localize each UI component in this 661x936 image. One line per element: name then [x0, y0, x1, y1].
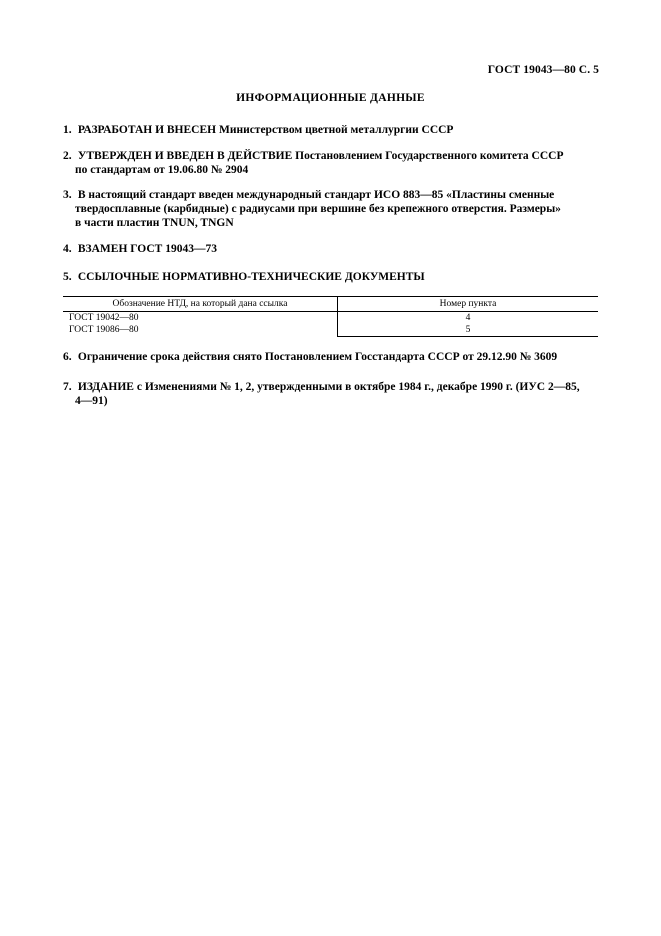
item-text-line-1: В настоящий стандарт введен международный стандарт ИСО 883—85 «Пластины сменные	[77, 189, 555, 201]
item-number: 1.	[63, 124, 72, 136]
item-text: Ограничение срока действия снято Постановлением Госстандарта СССР от 29.12.90 № 3609	[77, 351, 558, 363]
table-row	[63, 312, 598, 325]
document-title: ИНФОРМАЦИОННЫЕ ДАННЫЕ	[236, 92, 425, 104]
item-text-line-2: твердосплавные (карбидные) с радиусами при вершине без крепежного отверстия. Размеры»	[75, 203, 561, 215]
table-row	[63, 324, 598, 337]
column-header-clause-number: Номер пункта	[338, 297, 599, 312]
table-cell-clause-number: 4	[465, 313, 471, 323]
column-header-document: Обозначение НТД, на который дана ссылка	[63, 297, 338, 312]
info-item-4	[63, 242, 599, 256]
standard-page-code: ГОСТ 19043—80 С. 5	[487, 64, 599, 76]
item-number: 7.	[63, 381, 72, 393]
item-number: 3.	[63, 189, 72, 201]
item-number: 2.	[63, 150, 72, 162]
item-text-line-2: по стандартам от 19.06.80 № 2904	[75, 164, 249, 176]
item-number: 6.	[63, 351, 72, 363]
item-text: РАЗРАБОТАН И ВНЕСЕН Министерством цветной металлургии СССР	[77, 124, 454, 136]
item-text-line-1: УТВЕРЖДЕН И ВВЕДЕН В ДЕЙСТВИЕ Постановлением Государственного комитета СССР	[77, 150, 564, 162]
table-header-row	[63, 297, 598, 312]
table-cell-document: ГОСТ 19086—80	[63, 324, 338, 337]
reference-documents-table	[63, 296, 598, 337]
info-item-2	[63, 149, 599, 177]
item-text-line-3: в части пластин TNUN, TNGN	[75, 217, 234, 229]
item-number: 5.	[63, 271, 72, 283]
table-cell-clause-number: 5	[338, 324, 599, 337]
item-text-line-2: 4—91)	[75, 395, 108, 407]
item-text: ВЗАМЕН ГОСТ 19043—73	[77, 243, 217, 255]
info-item-3	[63, 188, 599, 230]
info-item-1	[63, 123, 599, 137]
info-item-7	[63, 380, 599, 408]
item-text: ССЫЛОЧНЫЕ НОРМАТИВНО-ТЕХНИЧЕСКИЕ ДОКУМЕНТЫ	[77, 271, 425, 283]
info-item-5	[63, 270, 599, 284]
item-text-line-1: ИЗДАНИЕ с Изменениями № 1, 2, утвержденными в октябре 1984 г., декабре 1990 г. (ИУС 2—85,	[77, 381, 580, 393]
info-item-6	[63, 350, 599, 364]
item-number: 4.	[63, 243, 72, 255]
table-cell-document: ГОСТ 19042—80	[63, 312, 338, 325]
